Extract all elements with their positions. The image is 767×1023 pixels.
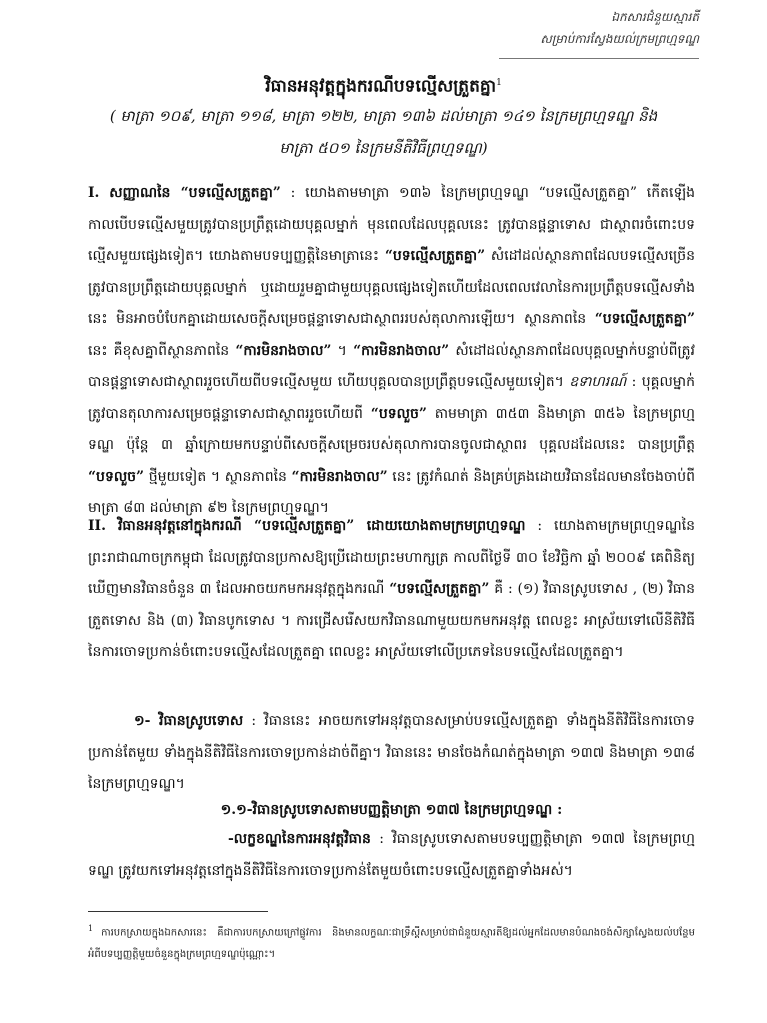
- footnote: [88, 918, 695, 966]
- rule-1-heading: ១- វិធានស្រូបទោស: [134, 713, 244, 729]
- section-1-term-1: “បទល្មើសត្រួតគ្នា”: [384, 248, 486, 264]
- subtitle-line-1: ( មាត្រា ១០៩, មាត្រា ១១៨, មាត្រា ១២២, មាត្រា ១៣៦ ដល់មាត្រា ១៤១ នៃក្រមព្រហ្មទណ្ឌ និង: [109, 107, 658, 125]
- section-1-text-3: នេះ គឺខុសគ្នាពីស្ថានភាពនៃ: [88, 342, 236, 359]
- title-text: វិធានអនុវត្តក្នុងករណីបទល្មើសត្រួតគ្នា: [265, 76, 497, 97]
- section-2-text-1: : យោងតាមក្រមព្រហ្មទណ្ឌនៃព្រះរាជាណាចក្រកម្ពុជា ដែលត្រូវបានប្រកាសឱ្យប្រើដោយព្រះមហាក្សត្រ កាលពីថ្ងៃទី ៣០ ខែវិច្ឆិកា ឆ្នាំ ២០០៩ គេពិនិត្យឃើញមានវិធានចំនួន ៣ ដែលអាចយកមកអនុវត្តក្នុងករណី: [88, 518, 696, 597]
- footnote-divider: [88, 911, 268, 912]
- section-1-text-4: ។: [331, 342, 354, 359]
- condition-text: : វិធានស្រូបទោសតាមបទប្បញ្ញត្តិមាត្រា ១៣៧ នៃក្រមព្រហ្មទណ្ឌ ត្រូវយកទៅអនុវត្តនៅក្នុងនីតិវិធីនៃការចោទប្រកាន់តែមួយចំពោះបទល្មើសត្រួតគ្នាទាំងអស់។: [88, 831, 695, 879]
- section-1-heading: សញ្ញាណនៃ “បទល្មើសត្រួតគ្នា”: [109, 185, 281, 201]
- condition-heading: -លក្ខខណ្ឌនៃការអនុវត្តវិធាន: [228, 831, 371, 847]
- subtitle-line-2: មាត្រា ៥០១ នៃក្រមនីតិវិធីព្រហ្មទណ្ឌ): [279, 139, 488, 157]
- section-2-paragraph: [88, 511, 695, 669]
- document-title: [0, 70, 767, 100]
- header-note: [469, 6, 699, 50]
- section-1-term-5: “បទលួច”: [370, 405, 427, 422]
- document-subtitle: [90, 100, 677, 164]
- section-1-text-6: : បុគ្គលម្នាក់ត្រូវបានតុលាការសម្រេចផ្ដន្ទាទោសជាស្ថាពររួចហើយពី: [88, 374, 696, 422]
- section-1-term-2: “បទល្មើសត្រួតគ្នា”: [594, 311, 695, 327]
- section-1-term-4: “ការមិនរាងចាល”: [353, 342, 450, 359]
- section-1-paragraph: [88, 178, 695, 525]
- section-2-heading: វិធានអនុវត្តនៅក្នុងករណី “បទល្មើសត្រួតគ្នា” ដោយយោងតាមក្រមព្រហ្មទណ្ឌ: [117, 518, 526, 534]
- section-1-text-1: : យោងតាមមាត្រា ១៣៦ នៃក្រមព្រហ្មទណ្ឌ “បទល្មើសត្រួតគ្នា” កើតឡើង កាលបើបទល្មើសមួយត្រូវបានប្រព្រឹត្តដោយបុគ្គលម្នាក់ មុនពេលដែលបុគ្គលនេះ ត្រូវបានផ្ដន្ទាទោស ជាស្ថាពរចំពោះបទល្មើសមួយផ្សេងទៀត។ យោងតាមបទប្បញ្ញត្តិនៃមាត្រានេះ: [88, 185, 695, 264]
- rule-1-paragraph: [88, 706, 695, 801]
- section-1-term-7: “ការមិនរាងចាល”: [291, 468, 388, 485]
- header-underline: [499, 58, 699, 59]
- section-2-text-2: គឺ : (១) វិធានស្រូបទោស , (២) វិធានត្រួតទោស និង (៣) វិធានបូកទោស ។ ការជ្រើសរើសយកវិធានណាមួយយកមកអនុវត្ត ពេលខ្លះ អាស្រ័យទៅលើនីតិវិធីនៃការចោទប្រកាន់ចំពោះបទល្មើសដែលត្រួតគ្នា ពេលខ្លះ អាស្រ័យទៅលើប្រភេទនៃបទល្មើសដែលត្រួតគ្នា។: [88, 581, 695, 660]
- rule-1-1-heading: ១.១-វិធានស្រូបទោសតាមបញ្ញត្តិមាត្រា ១៣៧ នៃក្រមព្រហ្មទណ្ឌ :: [220, 802, 563, 818]
- section-2-term-1: “បទល្មើសត្រួតគ្នា”: [389, 581, 490, 597]
- section-1-number: I.: [88, 185, 100, 201]
- section-2-number: II.: [88, 518, 106, 534]
- condition-paragraph: [88, 824, 695, 887]
- section-1-text-7: តាមមាត្រា ៣៥៣ និងមាត្រា ៣៥៦ នៃក្រមព្រហ្មទណ្ឌ ប៉ុន្តែ ៣ ឆ្នាំក្រោយមកបន្ទាប់ពីសេចក្ដីសម្រេចរបស់តុលាការបានចូលជាស្ថាពរ បុគ្គលដដែលនេះ បានប្រព្រឹត្ត: [88, 405, 695, 453]
- section-1-term-6: “បទលួច”: [88, 468, 145, 485]
- footnote-mark: 1: [88, 924, 94, 933]
- section-1-text-2: សំដៅដល់ស្ថានភាពដែលបទល្មើសច្រើនត្រូវបានប្រព្រឹត្តដោយបុគ្គលម្នាក់ ឬដោយរួមគ្នាជាមួយបុគ្គលផ្សេងទៀតហើយដែលពេលវេលានៃការប្រព្រឹត្តបទល្មើសទាំងនេះ មិនអាចបំបែកគ្នាដោយសេចក្ដីសម្រេចផ្ដន្ទាទោសជាស្ថាពររបស់តុលាការឡើយ។ ស្ថានភាពនៃ: [88, 248, 696, 327]
- section-1-term-3: “ការមិនរាងចាល”: [235, 342, 332, 359]
- section-1-text-9: នេះ ត្រូវកំណត់ និងគ្រប់គ្រងដោយវិធានដែលមានចែងចាប់ពីមាត្រា ៨៣ ដល់មាត្រា ៩២ នៃក្រមព្រហ្មទណ្ឌ។: [88, 468, 695, 516]
- header-line-2: សម្រាប់ការស្វែងយល់ក្រមព្រហ្មទណ្ឌ: [540, 32, 699, 46]
- example-label: ឧទាហរណ៍: [569, 374, 627, 390]
- footnote-text: ការបកស្រាយក្នុងឯកសារនេះ គឺជាការបកស្រាយក្រៅផ្លូវការ និងមានលក្ខណៈជាទ្រឹស្ដីសម្រាប់ជាជំនួយស្មារតីឱ្យដល់អ្នកដែលមានបំណងចង់សិក្សាស្វែងយល់បន្ថែមអំពីបទប្បញ្ញត្តិមួយចំនួនក្នុងក្រមព្រហ្មទណ្ឌប៉ុណ្ណោះ។: [88, 927, 695, 961]
- section-1-text-5: សំដៅដល់ស្ថានភាពដែលបុគ្គលម្នាក់បន្ទាប់ពីត្រូវបានផ្ដន្ទាទោសជាស្ថាពររួចហើយពីបទល្មើសមួយ ហើយបុគ្គលបានប្រព្រឹត្តបទល្មើសមួយទៀត។: [88, 342, 695, 390]
- section-1-text-8: ថ្មីមួយទៀត ។ ស្ថានភាពនៃ: [144, 468, 292, 485]
- title-footnote-mark: 1: [496, 78, 502, 88]
- rule-1-text: : វិធាននេះ អាចយកទៅអនុវត្តបានសម្រាប់បទល្មើសត្រួតគ្នា ទាំងក្នុងនីតិវិធីនៃការចោទប្រកាន់តែមួយ ទាំងក្នុងនីតិវិធីនៃការចោទប្រកាន់ដាច់ពីគ្នា។ វិធាននេះ មានចែងកំណត់ក្នុងមាត្រា ១៣៧ និងមាត្រា ១៣៨ នៃក្រមព្រហ្មទណ្ឌ។: [88, 713, 695, 792]
- header-line-1: ឯកសារជំនួយស្មារតី: [611, 10, 699, 24]
